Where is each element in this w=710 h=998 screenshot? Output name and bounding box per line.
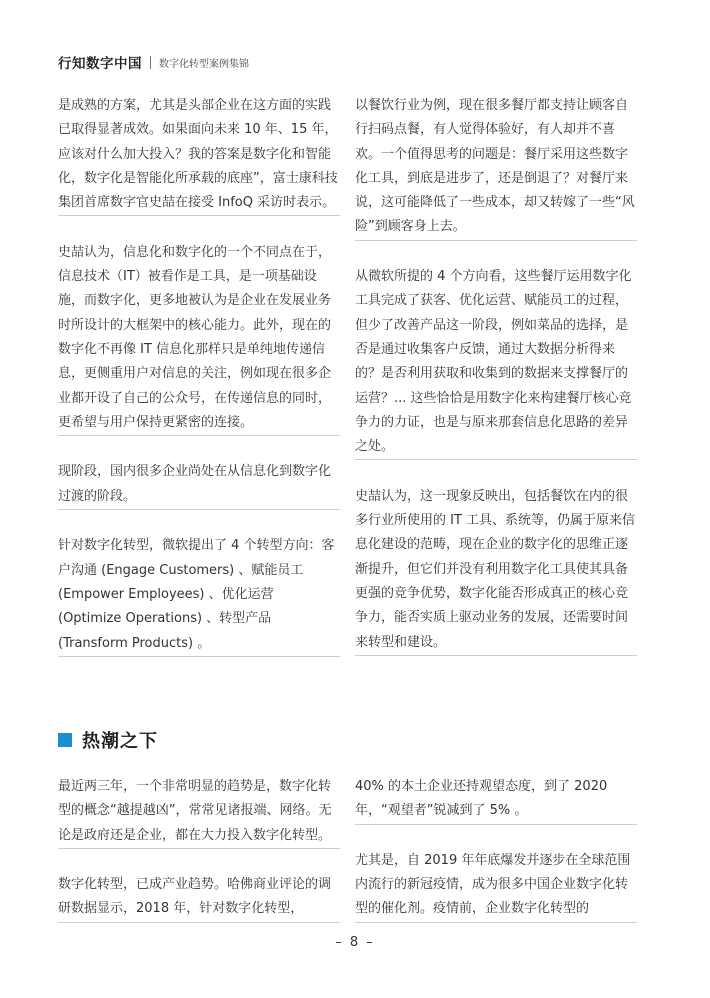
paragraph: 针对数字化转型，微软提出了 4 个转型方向：客户沟通 (Engage Customers) 、赋能员工 (Empower Employees) 、优化运营 (Optimize Operations) 、转型产品 (Transform Products) 。 xyxy=(58,534,340,656)
bottom-left-column xyxy=(58,775,340,947)
paragraph: 现阶段，国内很多企业尚处在从信息化到数字化过渡的阶段。 xyxy=(58,460,340,510)
header-subtitle: 数字化转型案例集锦 xyxy=(159,58,249,70)
page-header xyxy=(58,52,249,72)
top-right-column xyxy=(355,94,637,680)
paragraph: 以餐饮行业为例，现在很多餐厅都支持让顾客自行扫码点餐，有人觉得体验好，有人却并不喜欢。一个值得思考的问题是：餐厅采用这些数字化工具，到底是进步了，还是倒退了？对餐厅来说，这可能降低了一些成本，却又转嫁了一些“风险”到顾客身上去。 xyxy=(355,94,637,241)
paragraph: 史喆认为，这一现象反映出，包括餐饮在内的很多行业所使用的 IT 工具、系统等，仍属于原来信息化建设的范畴，现在企业的数字化的思维正逐渐提升，但它们并没有利用数字化工具使其具备更强的竞争优势，数字化能否形成真正的核心竞争力，能否实质上驱动业务的发展，还需要时间来转型和建设。 xyxy=(355,485,637,656)
page-number: – 8 – xyxy=(335,935,375,950)
paragraph: 从微软所提的 4 个方向看，这些餐厅运用数字化工具完成了获客、优化运营、赋能员工的过程，但少了改善产品这一阶段，例如菜品的选择，是否是通过收集客户反馈，通过大数据分析得来的？是否利用获取和收集到的数据来支撑餐厅的运营？... 这些恰恰是用数字化来构建餐厅核心竞争力的力证，也是与原来那套信息化思路的差异之处。 xyxy=(355,265,637,460)
paragraph: 最近两三年，一个非常明显的趋势是，数字化转型的概念“越提越凶”，常常见诸报端、网络。无论是政府还是企业，都在大力投入数字化转型。 xyxy=(58,775,340,849)
paragraph: 是成熟的方案，尤其是头部企业在这方面的实践已取得显著成效。如果面向未来 10 年、15 年，应该对什么加大投入？我的答案是数字化和智能化，数字化是智能化所承载的底座”，富士康科技集团首席数字官史喆在接受 InfoQ 采访时表示。 xyxy=(58,94,340,216)
section-heading xyxy=(58,727,158,753)
paragraph: 尤其是，自 2019 年年底爆发并逐步在全球范围内流行的新冠疫情，成为很多中国企业数字化转型的催化剂。疫情前，企业数字化转型的 xyxy=(355,849,637,923)
paragraph: 史喆认为，信息化和数字化的一个不同点在于，信息技术（IT）被看作是工具，是一项基础设施，而数字化，更多地被认为是企业在发展业务时所设计的大框架中的核心能力。此外，现在的数字化不再像 IT 信息化那样只是单纯地传递信息，更侧重用户对信息的关注，例如现在很多企业都开设了自己的公众号，在传递信息的同时，更希望与用户保持更紧密的连接。 xyxy=(58,241,340,436)
brand-title: 行知数字中国 xyxy=(58,56,142,72)
top-left-column xyxy=(58,94,340,681)
section-title: 热潮之下 xyxy=(82,731,158,752)
paragraph: 数字化转型，已成产业趋势。哈佛商业评论的调研数据显示，2018 年，针对数字化转型， xyxy=(58,873,340,923)
bottom-right-column xyxy=(355,775,637,947)
section-square-icon xyxy=(58,733,72,747)
header-divider xyxy=(150,56,151,69)
paragraph: 40% 的本土企业还持观望态度，到了 2020 年，“观望者”锐减到了 5% 。 xyxy=(355,775,637,825)
